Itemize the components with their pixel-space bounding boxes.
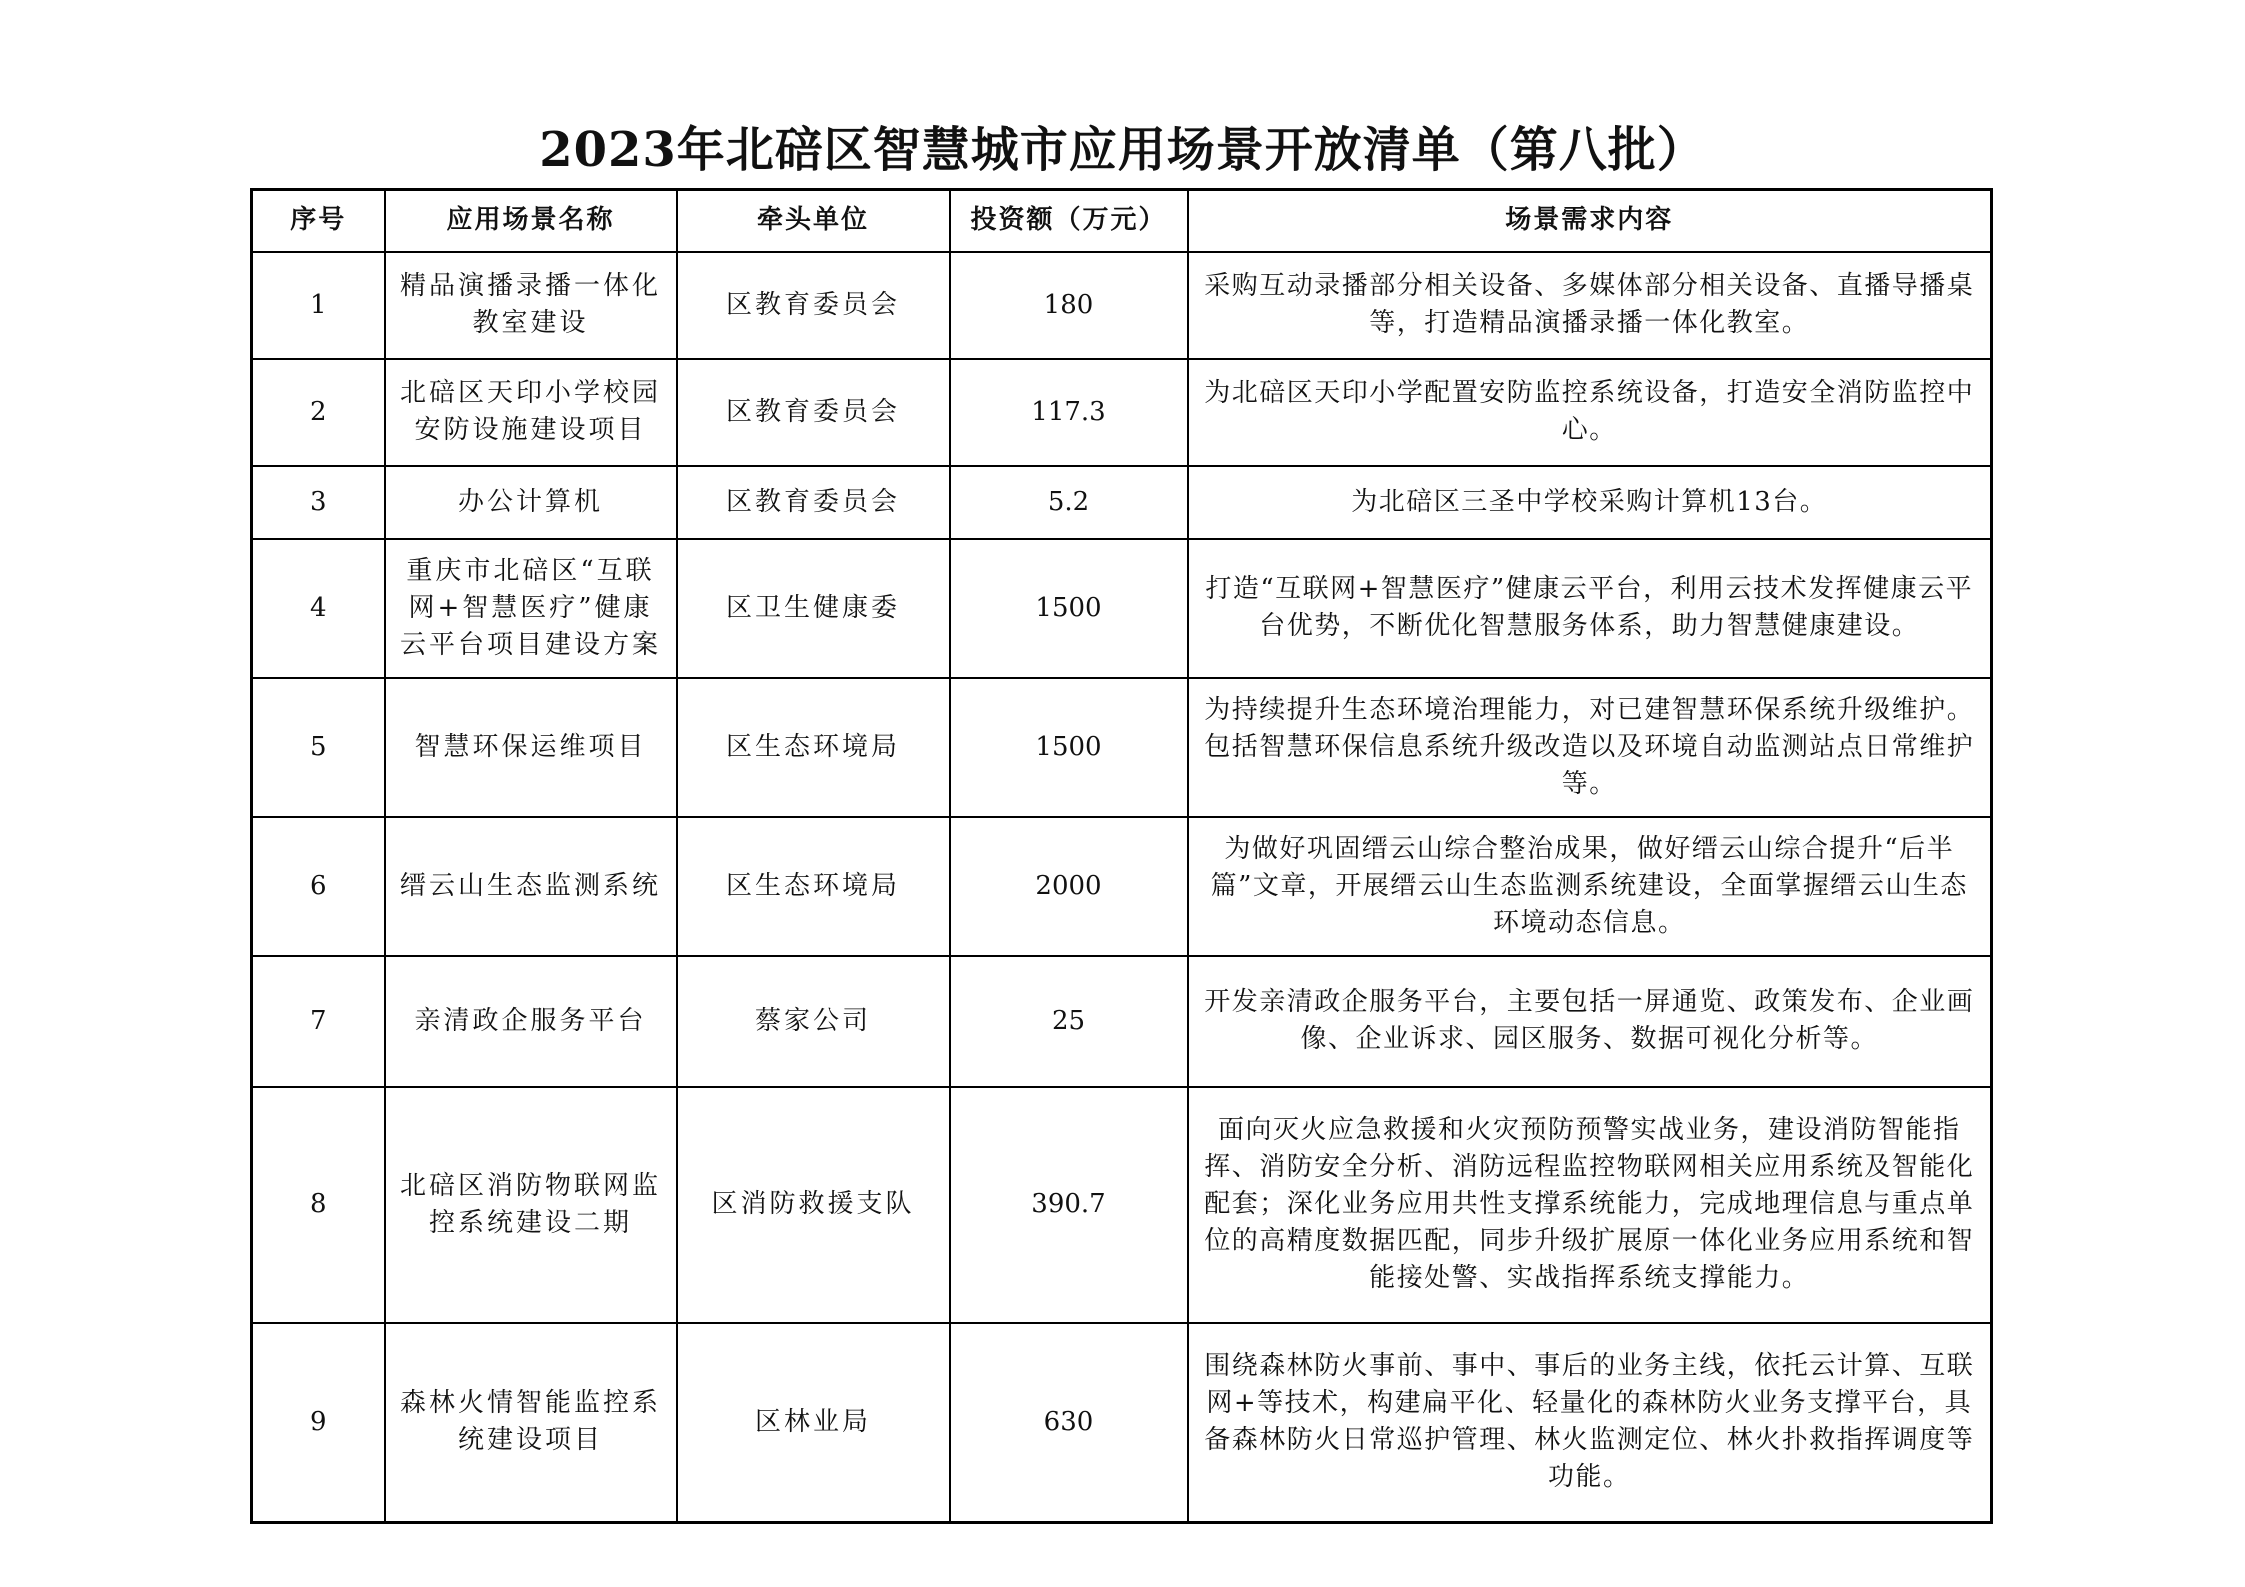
cell-content: 为北碚区天印小学配置安防监控系统设备，打造安全消防监控中心。 bbox=[1188, 359, 1992, 466]
scenario-table bbox=[250, 188, 1993, 1524]
cell-name: 亲清政企服务平台 bbox=[385, 956, 677, 1087]
table-header-row bbox=[252, 190, 1992, 252]
table-row bbox=[252, 956, 1992, 1087]
page-title: 2023年北碚区智慧城市应用场景开放清单（第八批） bbox=[539, 122, 1706, 178]
cell-content: 采购互动录播部分相关设备、多媒体部分相关设备、直播导播桌等，打造精品演播录播一体化教室。 bbox=[1188, 252, 1992, 359]
cell-amount: 25 bbox=[950, 956, 1188, 1087]
header-amount: 投资额（万元） bbox=[950, 190, 1188, 252]
table-row bbox=[252, 359, 1992, 466]
cell-amount: 180 bbox=[950, 252, 1188, 359]
cell-amount: 5.2 bbox=[950, 466, 1188, 539]
cell-unit: 区教育委员会 bbox=[677, 359, 950, 466]
cell-unit: 区教育委员会 bbox=[677, 252, 950, 359]
header-name: 应用场景名称 bbox=[385, 190, 677, 252]
cell-no: 7 bbox=[252, 956, 385, 1087]
cell-no: 4 bbox=[252, 539, 385, 678]
cell-content: 围绕森林防火事前、事中、事后的业务主线，依托云计算、互联网+等技术，构建扁平化、轻量化的森林防火业务支撑平台，具备森林防火日常巡护管理、林火监测定位、林火扑救指挥调度等功能。 bbox=[1188, 1323, 1992, 1523]
header-content: 场景需求内容 bbox=[1188, 190, 1992, 252]
cell-content: 为做好巩固缙云山综合整治成果，做好缙云山综合提升“后半篇”文章，开展缙云山生态监测系统建设，全面掌握缙云山生态环境动态信息。 bbox=[1188, 817, 1992, 956]
cell-no: 1 bbox=[252, 252, 385, 359]
table-row bbox=[252, 1087, 1992, 1323]
cell-unit: 蔡家公司 bbox=[677, 956, 950, 1087]
cell-no: 2 bbox=[252, 359, 385, 466]
cell-unit: 区林业局 bbox=[677, 1323, 950, 1523]
cell-amount: 2000 bbox=[950, 817, 1188, 956]
table-row bbox=[252, 678, 1992, 817]
cell-no: 3 bbox=[252, 466, 385, 539]
cell-content: 面向灭火应急救援和火灾预防预警实战业务，建设消防智能指挥、消防安全分析、消防远程监控物联网相关应用系统及智能化配套；深化业务应用共性支撑系统能力，完成地理信息与重点单位的高精度数据匹配，同步升级扩展原一体化业务应用系统和智能接处警、实战指挥系统支撑能力。 bbox=[1188, 1087, 1992, 1323]
cell-name: 北碚区消防物联网监控系统建设二期 bbox=[385, 1087, 677, 1323]
cell-amount: 1500 bbox=[950, 539, 1188, 678]
cell-content: 为北碚区三圣中学校采购计算机13台。 bbox=[1188, 466, 1992, 539]
cell-name: 缙云山生态监测系统 bbox=[385, 817, 677, 956]
cell-name: 北碚区天印小学校园安防设施建设项目 bbox=[385, 359, 677, 466]
header-unit: 牵头单位 bbox=[677, 190, 950, 252]
table-row bbox=[252, 539, 1992, 678]
cell-amount: 1500 bbox=[950, 678, 1188, 817]
table-row bbox=[252, 1323, 1992, 1523]
cell-no: 6 bbox=[252, 817, 385, 956]
cell-no: 8 bbox=[252, 1087, 385, 1323]
cell-unit: 区消防救援支队 bbox=[677, 1087, 950, 1323]
cell-content: 开发亲清政企服务平台，主要包括一屏通览、政策发布、企业画像、企业诉求、园区服务、数据可视化分析等。 bbox=[1188, 956, 1992, 1087]
table-row bbox=[252, 817, 1992, 956]
cell-amount: 630 bbox=[950, 1323, 1188, 1523]
cell-content: 打造“互联网+智慧医疗”健康云平台，利用云技术发挥健康云平台优势，不断优化智慧服务体系，助力智慧健康建设。 bbox=[1188, 539, 1992, 678]
cell-name: 重庆市北碚区“互联网+智慧医疗”健康云平台项目建设方案 bbox=[385, 539, 677, 678]
cell-name: 森林火情智能监控系统建设项目 bbox=[385, 1323, 677, 1523]
cell-name: 办公计算机 bbox=[385, 466, 677, 539]
cell-name: 精品演播录播一体化教室建设 bbox=[385, 252, 677, 359]
header-no: 序号 bbox=[252, 190, 385, 252]
table-row bbox=[252, 466, 1992, 539]
cell-unit: 区生态环境局 bbox=[677, 678, 950, 817]
cell-name: 智慧环保运维项目 bbox=[385, 678, 677, 817]
cell-unit: 区卫生健康委 bbox=[677, 539, 950, 678]
cell-no: 5 bbox=[252, 678, 385, 817]
cell-content: 为持续提升生态环境治理能力，对已建智慧环保系统升级维护。包括智慧环保信息系统升级改造以及环境自动监测站点日常维护等。 bbox=[1188, 678, 1992, 817]
cell-no: 9 bbox=[252, 1323, 385, 1523]
cell-unit: 区教育委员会 bbox=[677, 466, 950, 539]
cell-unit: 区生态环境局 bbox=[677, 817, 950, 956]
cell-amount: 390.7 bbox=[950, 1087, 1188, 1323]
cell-amount: 117.3 bbox=[950, 359, 1188, 466]
table-row bbox=[252, 252, 1992, 359]
